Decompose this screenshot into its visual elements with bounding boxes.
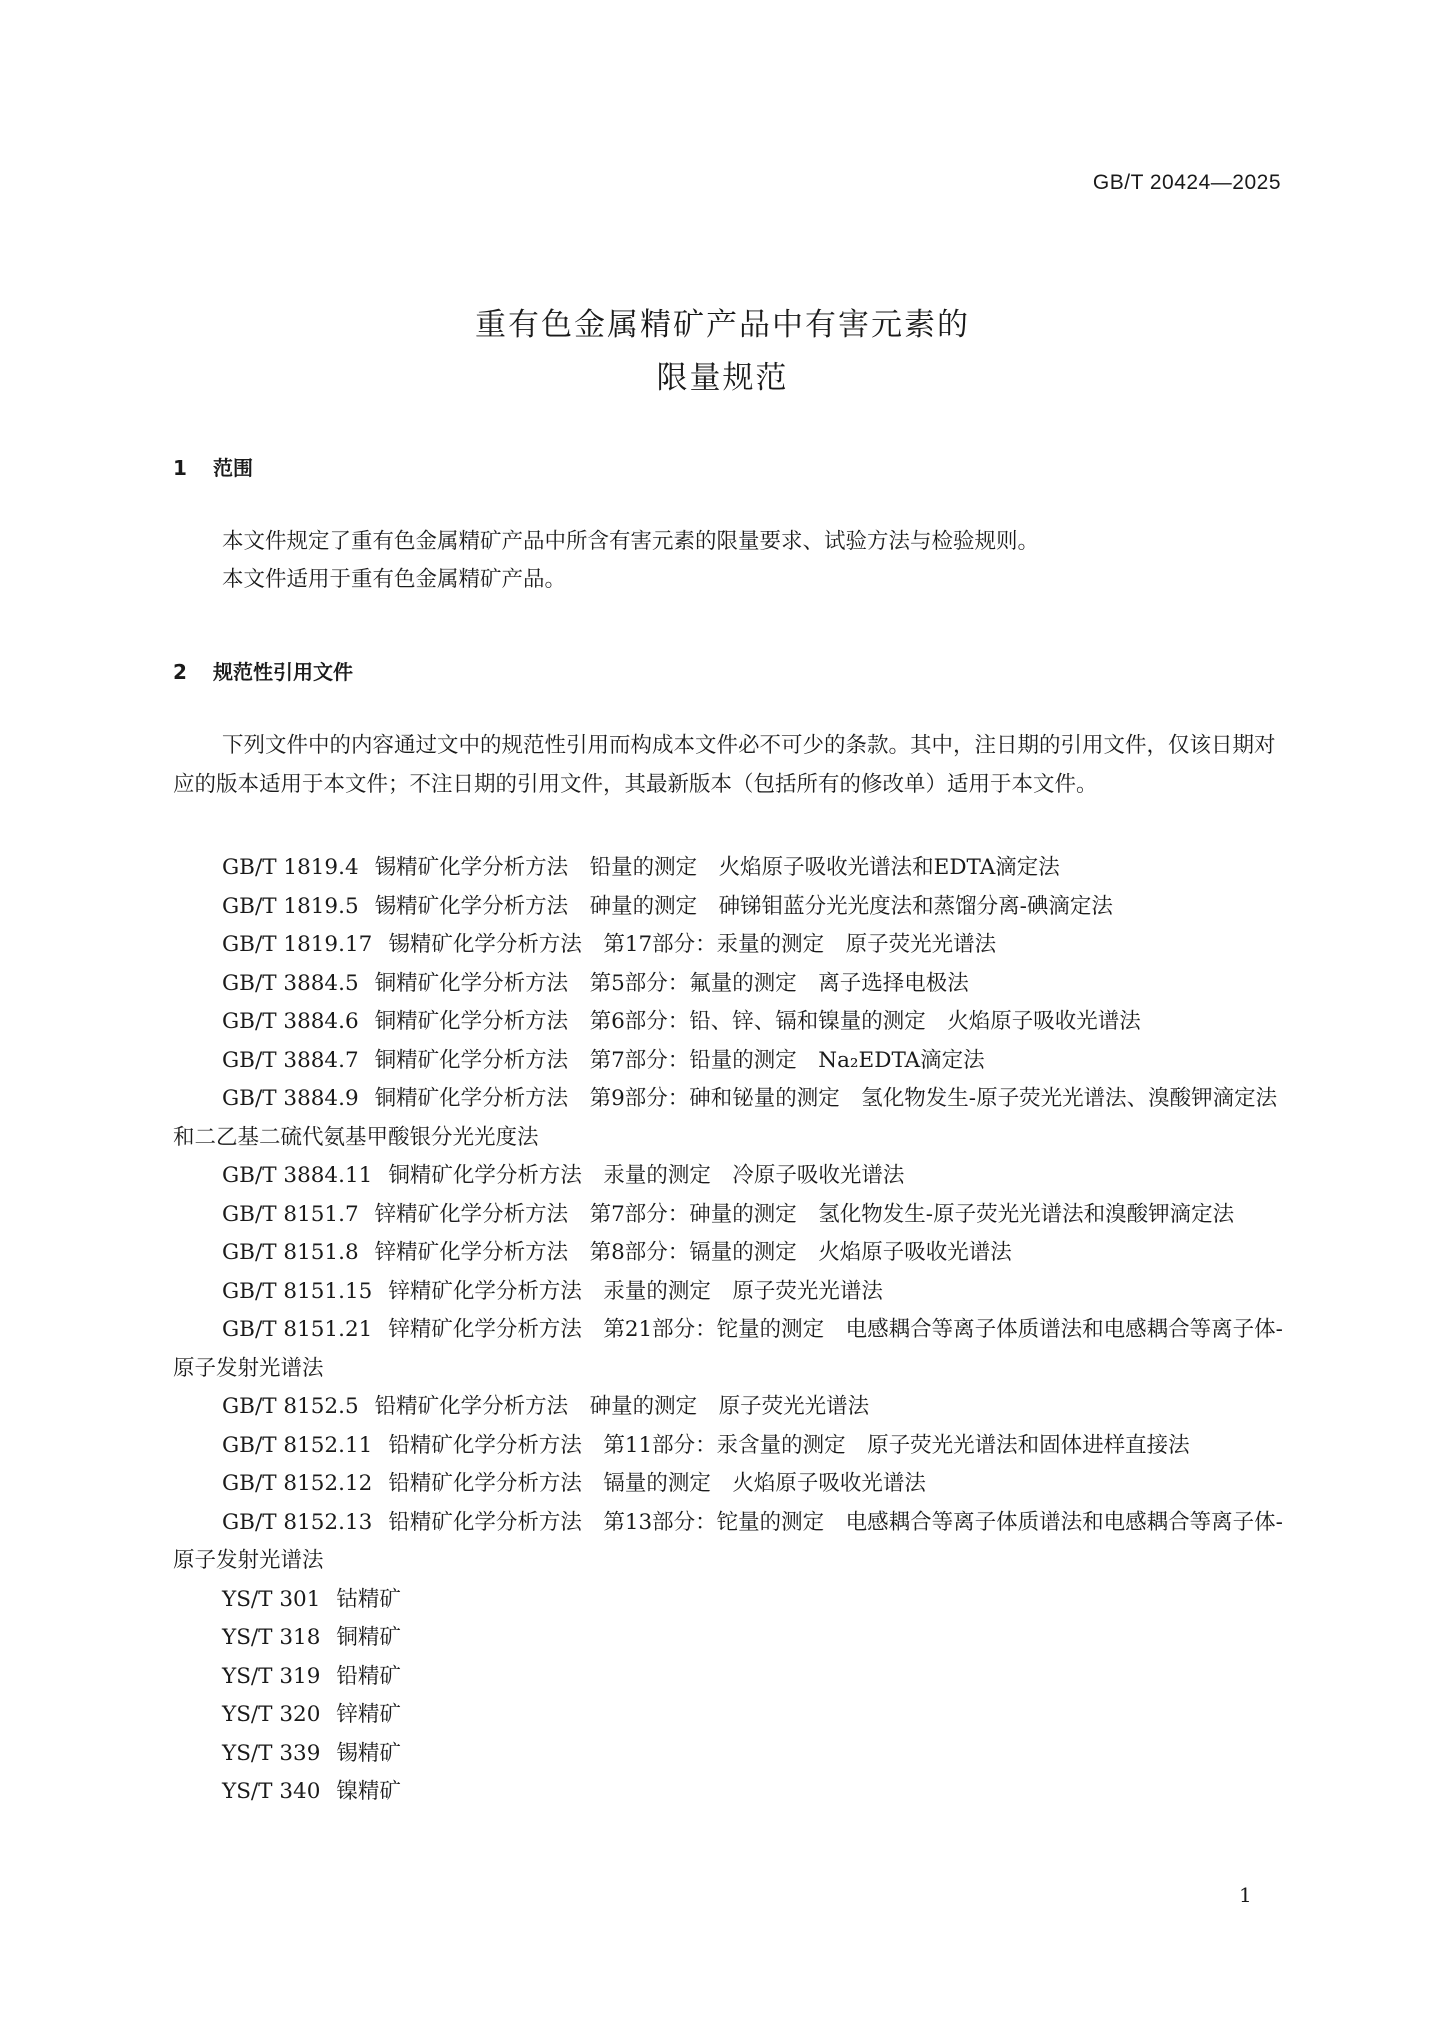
reference-item — [173, 1042, 1285, 1081]
reference-title: 铜精矿 — [336, 1625, 401, 1650]
reference-item — [173, 849, 1285, 888]
reference-code: GB/T 8151.8 — [222, 1240, 359, 1265]
reference-code: YS/T 320 — [222, 1702, 321, 1727]
reference-title: 锌精矿 — [336, 1702, 401, 1727]
reference-code: YS/T 340 — [222, 1779, 321, 1804]
reference-title: 铅精矿化学分析方法 砷量的测定 原子荧光光谱法 — [374, 1394, 870, 1419]
reference-item — [173, 888, 1285, 927]
section-1-heading — [173, 452, 253, 481]
reference-item — [173, 1773, 1285, 1812]
reference-code: GB/T 8152.12 — [222, 1471, 373, 1496]
document-title-line-2: 限量规范 — [656, 360, 789, 396]
reference-code: YS/T 319 — [222, 1663, 321, 1689]
normative-references-list — [173, 849, 1285, 1812]
reference-item — [173, 1427, 1285, 1466]
reference-item — [173, 926, 1285, 965]
reference-code: GB/T 1819.5 — [222, 893, 359, 919]
reference-code: GB/T 8151.21 — [222, 1317, 373, 1342]
document-title-line-1: 重有色金属精矿产品中有害元素的 — [475, 307, 970, 343]
reference-item — [173, 1388, 1285, 1427]
reference-title: 铜精矿化学分析方法 第5部分：氟量的测定 离子选择电极法 — [374, 970, 969, 996]
page-number: 1 — [1239, 1883, 1252, 1907]
reference-title: 铜精矿化学分析方法 第7部分：铅量的测定 Na₂EDTA滴定法 — [374, 1047, 985, 1073]
reference-code: GB/T 3884.9 — [222, 1086, 359, 1111]
reference-title: 锡精矿化学分析方法 铅量的测定 火焰原子吸收光谱法和EDTA滴定法 — [374, 855, 1060, 880]
reference-item — [173, 1157, 1285, 1196]
reference-item — [173, 1273, 1285, 1312]
section-title: 范围 — [213, 456, 253, 480]
reference-title: 钴精矿 — [336, 1586, 401, 1612]
standard-number: GB/T 20424—2025 — [1092, 171, 1281, 194]
reference-title: 铜精矿化学分析方法 第9部分：砷和铋量的测定 氢化物发生-原子荧光光谱法、溴酸钾滴定法和二乙基二硫代氨基甲酸银分光光度法 — [173, 1086, 1278, 1150]
reference-code: GB/T 8152.13 — [222, 1509, 373, 1535]
reference-title: 镍精矿 — [336, 1779, 401, 1804]
reference-item — [173, 1234, 1285, 1273]
reference-item — [173, 1196, 1285, 1235]
section-number: 1 — [173, 456, 187, 480]
reference-title: 铜精矿化学分析方法 汞量的测定 冷原子吸收光谱法 — [388, 1163, 905, 1188]
reference-code: YS/T 301 — [222, 1586, 321, 1612]
reference-code: GB/T 1819.4 — [222, 855, 359, 880]
reference-code: YS/T 339 — [222, 1740, 321, 1766]
reference-code: YS/T 318 — [222, 1625, 321, 1650]
reference-title: 锌精矿化学分析方法 第21部分：铊量的测定 电感耦合等离子体质谱法和电感耦合等离子体-原子发射光谱法 — [173, 1317, 1283, 1381]
reference-code: GB/T 3884.7 — [222, 1047, 359, 1073]
reference-title: 铜精矿化学分析方法 第6部分：铅、锌、镉和镍量的测定 火焰原子吸收光谱法 — [374, 1009, 1141, 1034]
reference-item — [173, 1658, 1285, 1697]
reference-item — [173, 1735, 1285, 1774]
reference-title: 锡精矿 — [336, 1740, 401, 1766]
reference-title: 锌精矿化学分析方法 第8部分：镉量的测定 火焰原子吸收光谱法 — [374, 1240, 1012, 1265]
reference-code: GB/T 8151.7 — [222, 1201, 359, 1227]
reference-title: 锌精矿化学分析方法 第7部分：砷量的测定 氢化物发生-原子荧光光谱法和溴酸钾滴定法 — [374, 1201, 1235, 1227]
reference-code: GB/T 8151.15 — [222, 1278, 373, 1304]
reference-code: GB/T 8152.5 — [222, 1394, 359, 1419]
section-number: 2 — [173, 660, 187, 684]
reference-item — [173, 1504, 1285, 1581]
reference-code: GB/T 1819.17 — [222, 932, 373, 957]
reference-title: 锡精矿化学分析方法 第17部分：汞量的测定 原子荧光光谱法 — [388, 932, 997, 957]
section-1-paragraph-2: 本文件适用于重有色金属精矿产品。 — [222, 567, 567, 592]
section-2-heading — [173, 656, 353, 685]
reference-title: 铅精矿化学分析方法 第11部分：汞含量的测定 原子荧光光谱法和固体进样直接法 — [388, 1432, 1190, 1458]
reference-title: 锌精矿化学分析方法 汞量的测定 原子荧光光谱法 — [388, 1278, 883, 1304]
reference-title: 铅精矿 — [336, 1663, 401, 1689]
reference-code: GB/T 8152.11 — [222, 1432, 373, 1458]
reference-title: 锡精矿化学分析方法 砷量的测定 砷锑钼蓝分光光度法和蒸馏分离-碘滴定法 — [374, 893, 1113, 919]
reference-item — [173, 1311, 1285, 1388]
section-title: 规范性引用文件 — [213, 660, 353, 684]
section-1-paragraph-1: 本文件规定了重有色金属精矿产品中所含有害元素的限量要求、试验方法与检验规则。 — [222, 529, 1040, 554]
reference-item — [173, 1619, 1285, 1658]
reference-item — [173, 1581, 1285, 1620]
reference-item — [173, 965, 1285, 1004]
reference-item — [173, 1696, 1285, 1735]
reference-code: GB/T 3884.5 — [222, 970, 359, 996]
reference-item — [173, 1080, 1285, 1157]
reference-code: GB/T 3884.11 — [222, 1163, 373, 1188]
reference-code: GB/T 3884.6 — [222, 1009, 359, 1034]
section-2-paragraph-1: 下列文件中的内容通过文中的规范性引用而构成本文件必不可少的条款。其中，注日期的引用文件，仅该日期对应的版本适用于本文件；不注日期的引用文件，其最新版本（包括所有的修改单）适用于本文件。 — [173, 733, 1276, 797]
reference-item — [173, 1465, 1285, 1504]
reference-item — [173, 1003, 1285, 1042]
reference-title: 铅精矿化学分析方法 镉量的测定 火焰原子吸收光谱法 — [388, 1471, 926, 1496]
reference-title: 铅精矿化学分析方法 第13部分：铊量的测定 电感耦合等离子体质谱法和电感耦合等离子体-原子发射光谱法 — [173, 1509, 1283, 1573]
